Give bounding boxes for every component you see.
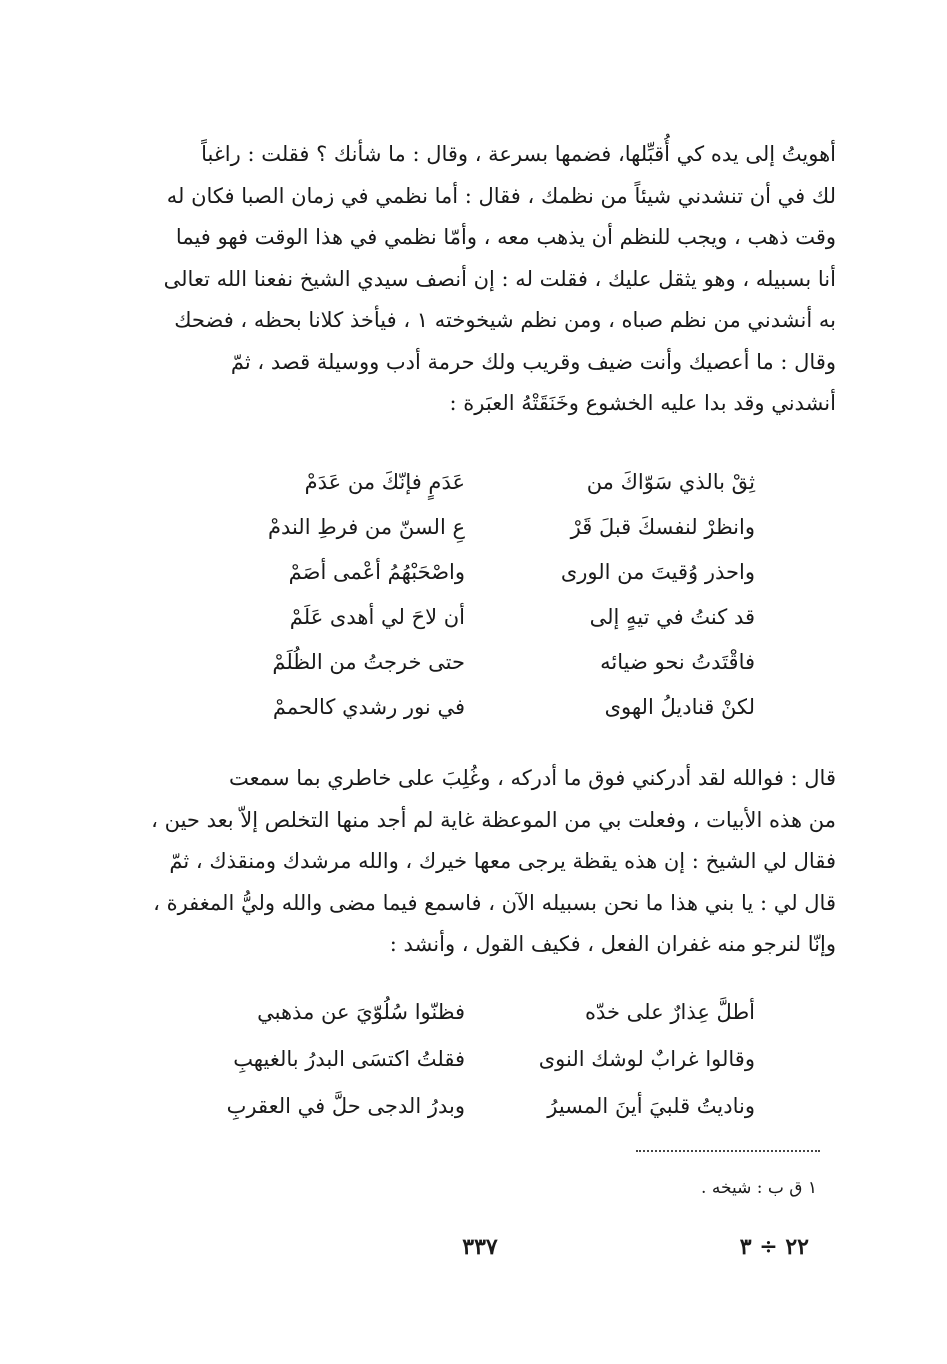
verse-first-hemistich: واحذر وُقيتَ من الورى (560, 560, 755, 584)
paragraph-2 (128, 758, 836, 966)
footnote-separator (636, 1150, 820, 1152)
verse-first-hemistich: وانظرْ لنفسكَ قبلَ قَرْ (570, 515, 755, 539)
verse-first-hemistich: لكنْ قناديلُ الهوى (604, 695, 755, 719)
prose-line: أنا بسبيله ، وهو يثقل عليك ، فقلت له : إن أنصف سيدي الشيخ نفعنا الله تعالى (163, 266, 836, 291)
verse-second-hemistich: في نور رشدي كالحممْ (272, 695, 465, 719)
prose-line: وقال : ما أعصيك وأنت ضيف وقريب ولك حرمة أدب ووسيلة قصد ، ثمّ (230, 349, 836, 374)
poem-1 (200, 470, 755, 740)
verse-second-hemistich: عَدَمٍ فإنّكَ من عَدَمْ (304, 470, 465, 494)
verse-second-hemistich: فقلتُ اكتسَى البدرُ بالغيهبِ (233, 1047, 465, 1071)
verse-second-hemistich: عِ السنّ من فرطِ الندمْ (267, 515, 465, 539)
verse-first-hemistich: أطلَّ عِذارٌ على خدّه (585, 1000, 755, 1024)
prose-line: أنشدني وقد بدا عليه الخشوع وخَنَقَتْهُ العبَرة : (449, 391, 836, 415)
paragraph-1 (128, 134, 836, 425)
prose-line: من هذه الأبيات ، وفعلت بي من الموعظة غاية لم أجد منها التخلص إلاّ بعد حين ، (151, 807, 836, 832)
printer-signature: ٢٢ ÷ ٣ (739, 1234, 809, 1260)
prose-line: به أنشدني من نظم صباه ، ومن نظم شيخوخته ١ ، فيأخذ كلانا بحظه ، فضحك (174, 308, 836, 332)
page-number: ٣٣٧ (462, 1234, 498, 1260)
prose-line: فقال لي الشيخ : إن هذه يقظة يرجى معها خيرك ، والله مرشدك ومنقذك ، ثمّ (169, 849, 836, 873)
verse-first-hemistich: ثِقْ بالذي سَوّاكَ من (586, 470, 755, 494)
verse-first-hemistich: وقالوا غرابٌ لوشك النوى (538, 1047, 755, 1071)
footnote: ١ ق ب : شيخه . (701, 1178, 817, 1198)
prose-line: لك في أن تنشدني شيئاً من نظمك ، فقال : أما نظمي في زمان الصبا فكان له (166, 183, 836, 208)
prose-line: وقت ذهب ، ويجب للنظم أن يذهب معه ، وأمّا نظمي في هذا الوقت فهو فيما (175, 225, 836, 249)
prose-line: وإنّا لنرجو منه غفران الفعل ، فكيف القول ، وأنشد : (389, 932, 836, 956)
verse-first-hemistich: وناديتُ قلبيَ أينَ المسيرُ (547, 1094, 755, 1118)
verse-first-hemistich: قد كنتُ في تيهٍ إلى (589, 605, 755, 629)
poem-2 (200, 1000, 755, 1130)
prose-line: قال لي : يا بني هذا ما نحن بسبيله الآن ، فاسمع فيما مضى والله وليُّ المغفرة ، (153, 890, 836, 915)
verse-second-hemistich: حتى خرجتُ من الظُلَمْ (272, 650, 465, 674)
verse-second-hemistich: واصْحَبْهُمُ أعْمى أصَمْ (288, 560, 465, 584)
verse-second-hemistich: فظنّوا سُلُوّيَ عن مذهبي (257, 1000, 465, 1024)
prose-line: أهويتُ إلى يده كي أُقبِّلها، فضمها بسرعة ، وقال : ما شأنك ؟ فقلت : راغباً (201, 142, 836, 166)
prose-line: قال : فوالله لقد أدركني فوق ما أدركه ، وغُلِبَ على خاطري بما سمعت (229, 766, 836, 790)
verse-first-hemistich: فاقْتَدتُ نحو ضيائه (600, 650, 755, 674)
verse-second-hemistich: وبدرُ الدجى حلَّ في العقربِ (226, 1094, 465, 1118)
verse-second-hemistich: أن لاحَ لي أهدى عَلَمْ (289, 605, 465, 629)
